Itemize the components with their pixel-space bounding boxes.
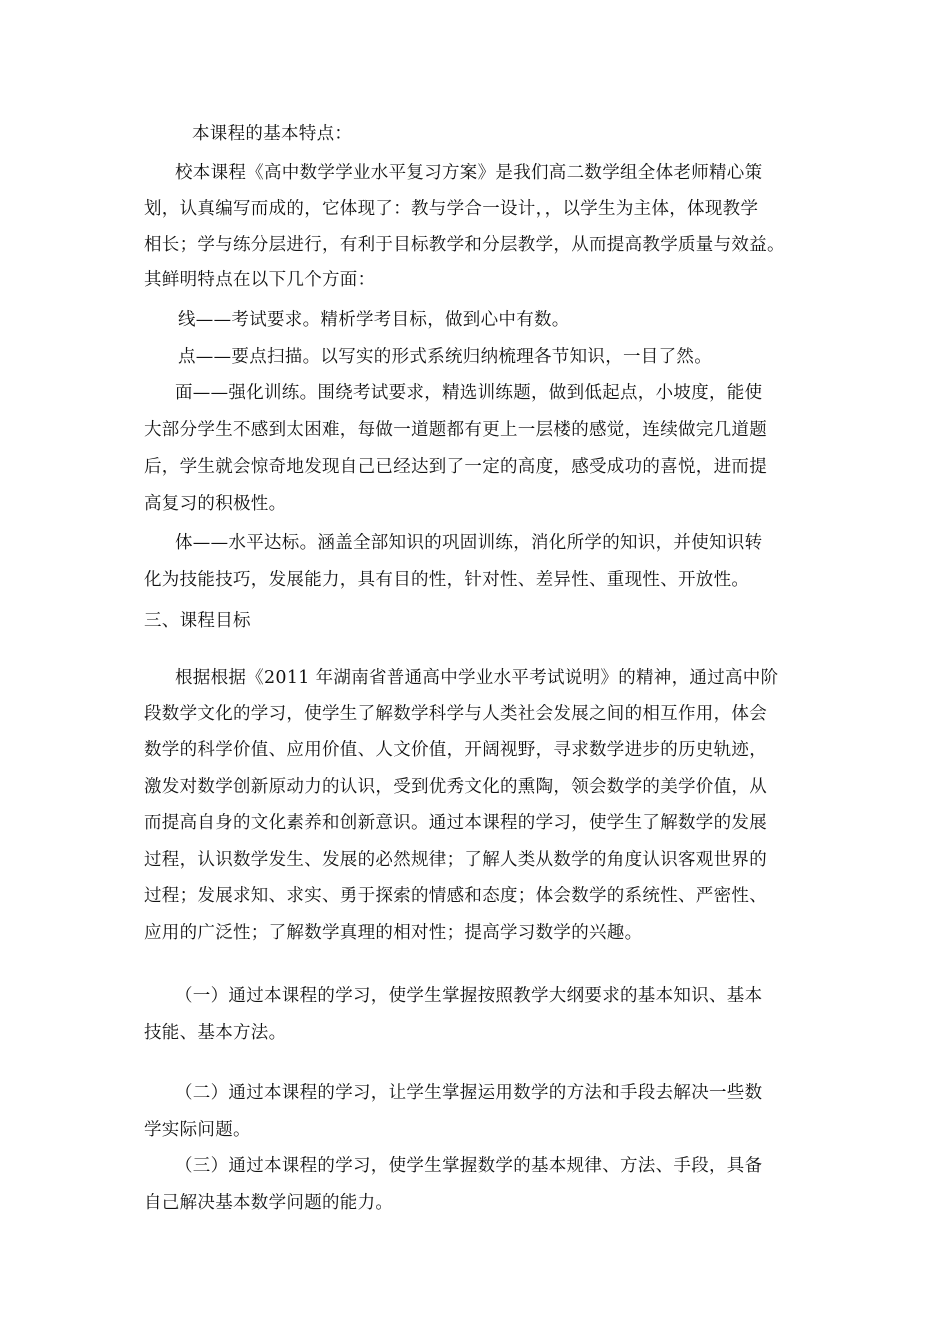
paragraph-line: 校本课程《高中数学学业水平复习方案》是我们高二数学组全体老师精心策 <box>175 163 763 183</box>
goal-item-3: （三）通过本课程的学习，使学生掌握数学的基本规律、方法、手段，具备 <box>175 1156 763 1176</box>
paragraph-line: 段数学文化的学习，使学生了解数学科学与人类社会发展之间的相互作用，体会 <box>144 704 767 724</box>
section-heading-goals: 三、课程目标 <box>144 611 251 631</box>
goal-item-3-cont: 自己解决基本数学问题的能力。 <box>144 1193 394 1213</box>
paragraph-line: 大部分学生不感到太困难，每做一道题都有更上一层楼的感觉，连续做完几道题 <box>144 420 767 440</box>
goal-item-2-cont: 学实际问题。 <box>144 1120 251 1140</box>
paragraph-line: 化为技能技巧，发展能力，具有目的性，针对性、差异性、重现性、开放性。 <box>144 570 750 590</box>
goal-item-1-cont: 技能、基本方法。 <box>144 1023 287 1043</box>
paragraph-line: 应用的广泛性；了解数学真理的相对性；提高学习数学的兴趣。 <box>144 923 643 943</box>
section-heading-features: 本课程的基本特点： <box>192 124 353 144</box>
paragraph-line: 点——要点扫描。以写实的形式系统归纳梳理各节知识，一目了然。 <box>178 347 712 367</box>
goal-item-1: （一）通过本课程的学习，使学生掌握按照教学大纲要求的基本知识、基本 <box>175 986 763 1006</box>
paragraph-line: 而提高自身的文化素养和创新意识。通过本课程的学习，使学生了解数学的发展 <box>144 813 767 833</box>
paragraph-line: 其鲜明特点在以下几个方面： <box>144 270 376 290</box>
paragraph-line: 相长；学与练分层进行，有利于目标教学和分层教学，从而提高教学质量与效益。 <box>144 235 785 255</box>
paragraph-line: 面——强化训练。围绕考试要求，精选训练题，做到低起点，小坡度，能使 <box>175 383 763 403</box>
paragraph-line: 线——考试要求。精析学考目标，做到心中有数。 <box>178 310 570 330</box>
paragraph-line: 高复习的积极性。 <box>144 494 287 514</box>
paragraph-line: 数学的科学价值、应用价值、人文价值，开阔视野，寻求数学进步的历史轨迹， <box>144 740 767 760</box>
paragraph-line: 后，学生就会惊奇地发现自己已经达到了一定的高度，感受成功的喜悦，进而提 <box>144 457 767 477</box>
paragraph-line: 划，认真编写而成的，它体现了：教与学合一设计，，以学生为主体，体现教学 <box>144 199 759 219</box>
paragraph-line: 根据根据《2011 年湖南省普通高中学业水平考试说明》的精神，通过高中阶 <box>175 668 779 688</box>
paragraph-line: 过程；发展求知、求实、勇于探索的情感和态度；体会数学的系统性、严密性、 <box>144 886 767 906</box>
paragraph-line: 过程，认识数学发生、发展的必然规律；了解人类从数学的角度认识客观世界的 <box>144 850 767 870</box>
paragraph-line: 激发对数学创新原动力的认识，受到优秀文化的熏陶，领会数学的美学价值，从 <box>144 777 767 797</box>
paragraph-line: 体——水平达标。涵盖全部知识的巩固训练，消化所学的知识，并使知识转 <box>175 533 763 553</box>
goal-item-2: （二）通过本课程的学习，让学生掌握运用数学的方法和手段去解决一些数 <box>175 1083 763 1103</box>
